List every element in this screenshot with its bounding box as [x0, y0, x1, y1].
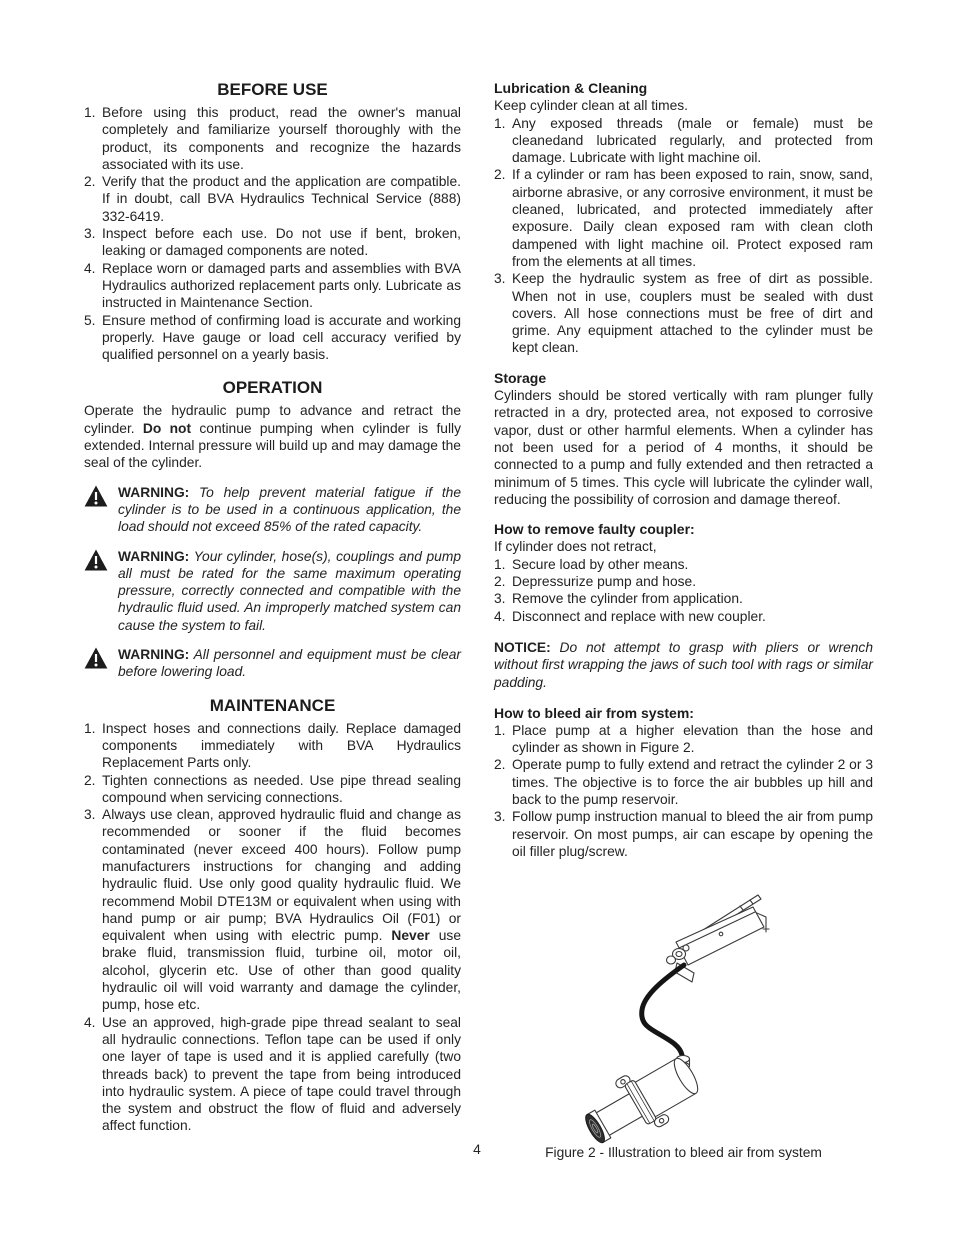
list-item-number: 1.	[84, 720, 96, 736]
section-title-before-use: BEFORE USE	[217, 80, 328, 99]
figure-2-illustration	[582, 876, 782, 1144]
warning-triangle-icon	[84, 484, 108, 536]
list-item-text: Inspect hoses and connections daily. Replace damaged components immediately with BVA Hydraulics Replacement Parts only.	[102, 720, 461, 771]
list-item-text: Secure load by other means.	[512, 556, 689, 572]
list-item-text: Always use clean, approved hydraulic fluid and change as recommended or sooner if the fluid becomes contaminated (never exceed 400 hours). Follow pump manufacturers instructions for changing and adding hydraulic fluid. Use only good quality hydraulic fluid. We recommend Mobil DTE13M or equivalent when using with hand pump or air pump; BVA Hydraulics Oil (F01) or equivalent when using with electric pump. Never use brake fluid, transmission fluid, turbine oil, motor oil, alcohol, glycerin etc. Use of other than good quality hydraulic oil will void warranty and damage the cylinder, pump, hose etc.	[102, 807, 462, 1013]
hose-illustration	[642, 965, 684, 1055]
list-item-number: 5.	[84, 312, 96, 328]
subhead-storage: Storage	[494, 369, 547, 386]
list-item-number: 1.	[494, 722, 506, 738]
list-item-text: Before using this product, read the owner's manual completely and familiarize yourself thoroughly with the product, its components and recognize the hazards associated with its use.	[102, 105, 461, 172]
list-item-text: Ensure method of confirming load is accurate and working properly. Have gauge or load cell accuracy verified by qualified personnel on a yearly basis.	[102, 312, 461, 363]
list-item-number: 2.	[494, 574, 506, 590]
list-item-text: Tighten connections as needed. Use pipe thread sealing compound when servicing connections.	[102, 772, 461, 805]
list-item-text: If a cylinder or ram has been exposed to rain, snow, sand, airborne abrasive, or any corrosive environment, it must be cleaned, lubricated, and protected immediately after exposure. Daily clean exposed ram with clean cloth dampened with light machine oil. Protect exposed ram from the elements at all times.	[512, 167, 873, 269]
list-item	[494, 608, 873, 625]
operation-paragraph: Operate the hydraulic pump to advance and retract the cylinder. Do not continue pumping when cylinder is fully extended. Internal pressure will build up and may damage the seal of the cylinder.	[84, 403, 461, 471]
list-item	[494, 722, 873, 757]
list-item-number: 3.	[494, 591, 506, 607]
warning-triangle-icon	[84, 548, 108, 634]
list-item-number: 3.	[494, 271, 506, 287]
lubrication-intro: Keep cylinder clean at all times.	[494, 98, 689, 114]
list-item-number: 2.	[494, 167, 506, 183]
right-column	[494, 80, 873, 1175]
list-item-text: Remove the cylinder from application.	[512, 591, 743, 607]
list-item-number: 3.	[84, 807, 96, 823]
warning-text: WARNING: To help prevent material fatigue if the cylinder is to be used in a continuous application, the load should not exceed 85% of the rated capacity.	[118, 484, 461, 535]
list-item-text: Follow pump instruction manual to bleed the air from pump reservoir. On most pumps, air can escape by opening the oil filler plug/screw.	[512, 809, 873, 859]
list-item	[84, 1014, 461, 1135]
figure-2	[494, 876, 873, 1161]
list-item	[84, 104, 461, 173]
list-item	[84, 720, 461, 772]
list-item	[84, 312, 461, 364]
list-item-text: Use an approved, high-grade pipe thread sealant to seal all hydraulic connections. Teflon tape can be used if only one layer of tape is used and it is applied carefully (two threads back) to prevent the tape from being introduced into hydraulic system. A piece of tape could travel through the system and obstruct the flow of fluid and adversely affect function.	[102, 1014, 461, 1134]
list-item	[494, 590, 873, 607]
notice-paragraph: NOTICE: Do not attempt to grasp with pliers or wrench without first wrapping the jaws of such tool with rags or similar padding.	[494, 639, 873, 690]
list-item-number: 1.	[494, 115, 506, 131]
left-column	[84, 80, 461, 1135]
list-item-number: 1.	[84, 105, 96, 120]
list-item-text: Depressurize pump and hose.	[512, 574, 697, 590]
page-number: 4	[473, 1142, 481, 1157]
list-item-number: 1.	[494, 556, 506, 572]
list-item-number: 2.	[84, 174, 96, 190]
figure-caption: Figure 2 - Illustration to bleed air from system	[545, 1145, 822, 1161]
list-item	[84, 173, 461, 225]
warning-text: WARNING: Your cylinder, hose(s), couplings and pump all must be rated for the same maximum operating pressure, correctly connected and compatible with the hydraulic fluid used. An improperly matched system can cause the system to fail.	[118, 548, 461, 633]
list-item	[494, 166, 873, 270]
subhead-remove-faulty-coupler: How to remove faulty coupler:	[494, 521, 695, 538]
remove-coupler-intro: If cylinder does not retract,	[494, 539, 657, 555]
list-item-text: Replace worn or damaged parts and assemblies with BVA Hydraulics authorized replacement parts only. Lubricate as instructed in Maintenance Section.	[102, 260, 461, 311]
list-item-number: 4.	[84, 260, 96, 276]
list-item	[494, 115, 873, 167]
subhead-lubrication-cleaning: Lubrication & Cleaning	[494, 80, 648, 96]
list-item	[84, 260, 461, 312]
list-item	[494, 573, 873, 590]
warning-block	[84, 646, 461, 681]
storage-paragraph: Cylinders should be stored vertically with ram plunger fully retracted in a dry, protected area, not exposed to corrosive vapor, dust or other harmful elements. When a cylinder has not been used for a period of 4 months, it should be connected to a pump and fully extended and then retracted a minimum of 5 times. This cycle will lubricate the cylinder wall, reducing the possibility of corrosion and damage thereof.	[494, 388, 873, 507]
list-item-text: Verify that the product and the application are compatible. If in doubt, call BVA Hydraulics Technical Service (888) 332-6419.	[102, 174, 461, 224]
list-item-number: 2.	[84, 772, 96, 788]
list-item-number: 3.	[84, 226, 96, 242]
warning-block	[84, 548, 461, 634]
list-item-text: Any exposed threads (male or female) must be cleanedand lubricated regularly, and protected from damage. Lubricate with light machine oil.	[512, 115, 873, 166]
list-item	[84, 806, 461, 1014]
list-item	[494, 808, 873, 860]
list-item-number: 4.	[84, 1014, 96, 1030]
list-item-text: Operate pump to fully extend and retract the cylinder 2 or 3 times. The objective is to force the air bubbles up hill and back to the pump reservoir.	[512, 757, 873, 808]
section-title-operation: OPERATION	[222, 378, 323, 398]
list-item	[494, 270, 873, 356]
list-item-text: Place pump at a higher elevation than the hose and cylinder as shown in Figure 2.	[512, 722, 873, 756]
warning-text: WARNING: All personnel and equipment must be clear before lowering load.	[118, 647, 461, 680]
subhead-bleed-air: How to bleed air from system:	[494, 704, 694, 721]
list-item-number: 2.	[494, 757, 506, 773]
list-item	[494, 756, 873, 808]
list-item	[494, 556, 873, 573]
list-item	[84, 225, 461, 260]
list-item-number: 4.	[494, 608, 506, 624]
warning-block	[84, 484, 461, 536]
section-title-maintenance: MAINTENANCE	[209, 695, 336, 715]
warning-triangle-icon	[84, 646, 108, 681]
list-item-text: Disconnect and replace with new coupler.	[512, 608, 766, 624]
list-item-number: 3.	[494, 809, 506, 825]
list-item-text: Inspect before each use. Do not use if bent, broken, leaking or damaged components are noted.	[102, 226, 461, 259]
list-item	[84, 772, 461, 807]
list-item-text: Keep the hydraulic system as free of dirt as possible. When not in use, couplers must be sealed with dust covers. All hose connections must be free of dirt and grime. Any equipment attached to the cylinder must be kept clean.	[512, 271, 873, 356]
